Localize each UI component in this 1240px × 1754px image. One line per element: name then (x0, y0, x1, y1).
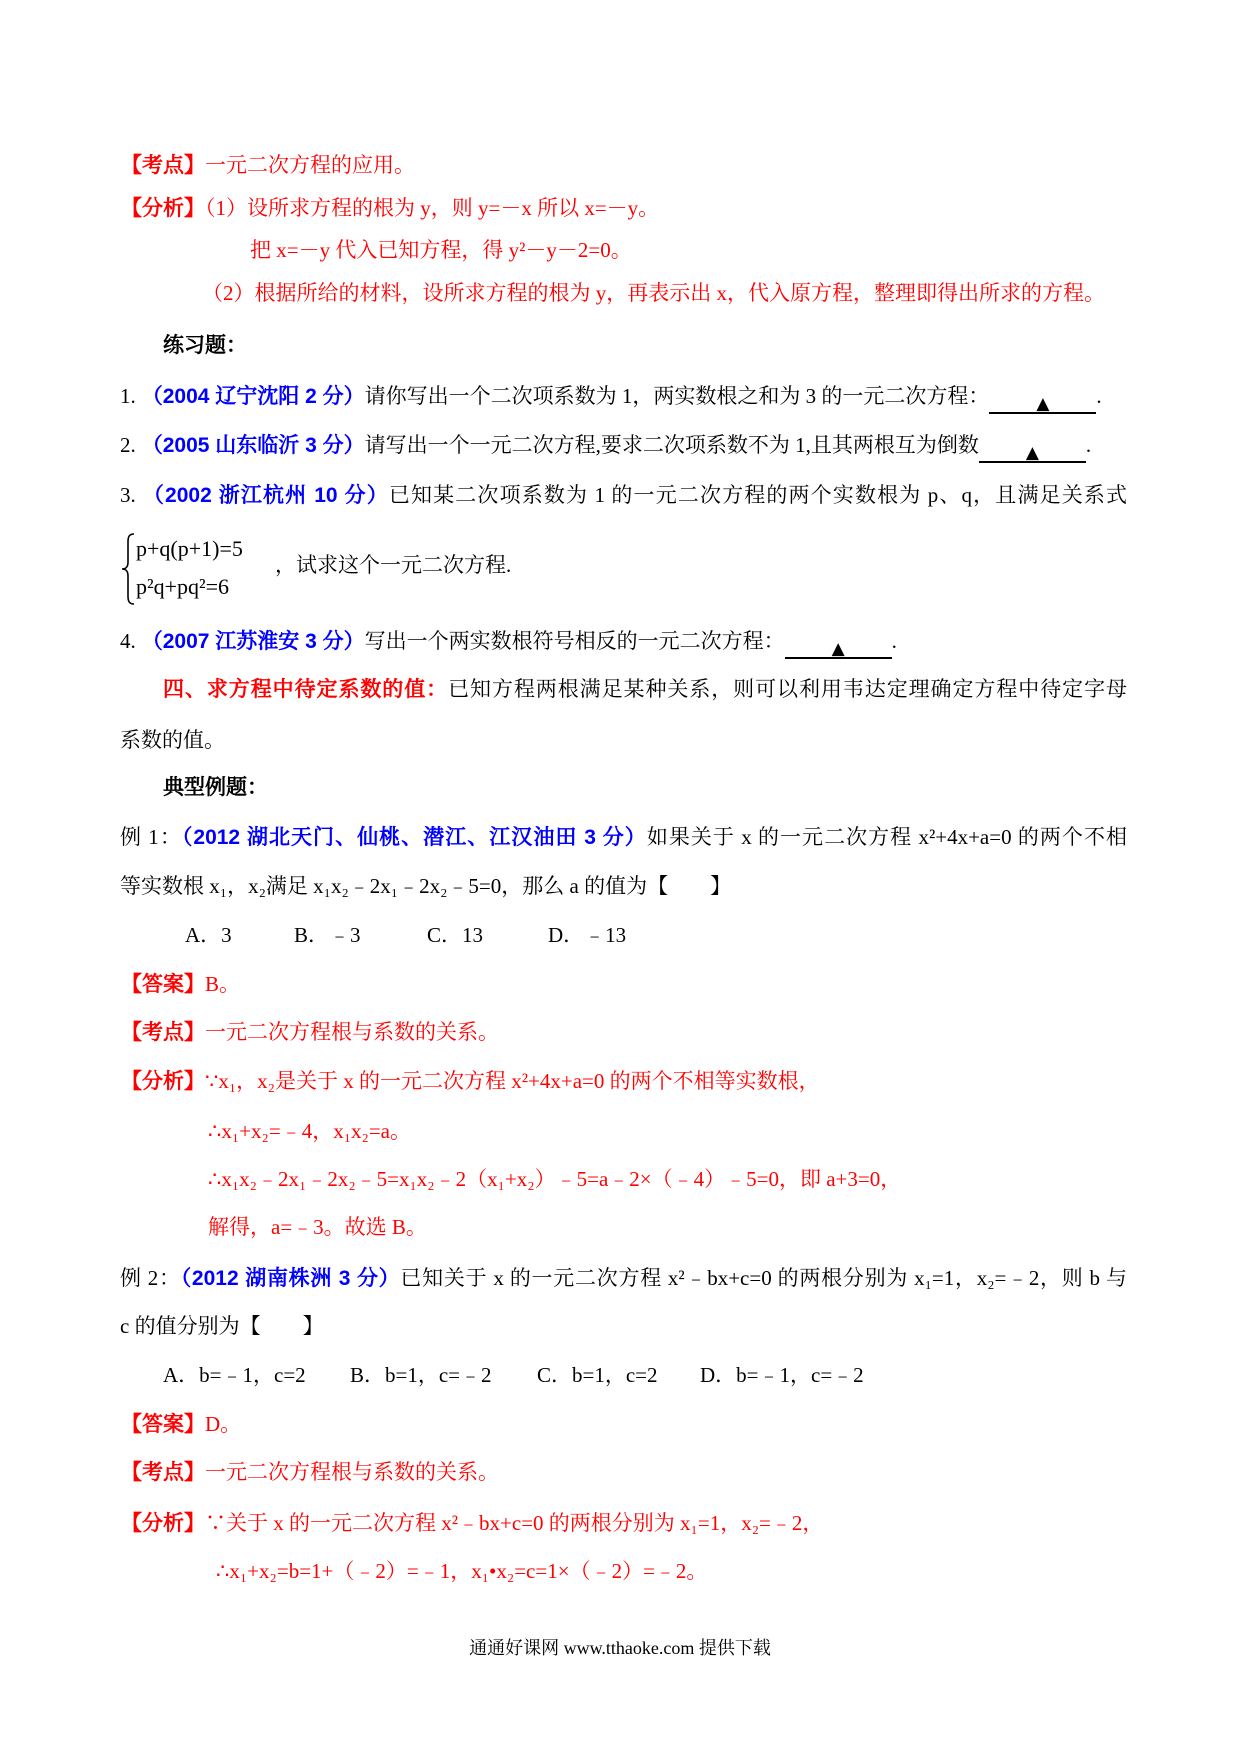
example1-answer-line (121, 969, 240, 999)
item-number: 1. (120, 384, 136, 408)
section4-line-2: 系数的值。 (120, 728, 225, 752)
triangle-marker: ▲ (1036, 394, 1050, 414)
kaodian-label: 【考点】 (121, 1020, 205, 1044)
item-number: 2. (120, 433, 136, 457)
answer-text: B。 (205, 972, 241, 996)
item-text: 请你写出一个二次项系数为 1，两实数根之和为 3 的一元二次方程： (364, 384, 990, 408)
triangle-marker: ▲ (1025, 443, 1039, 463)
item-text: 已知某二次项系数为 1 的一元二次方程的两个实数根为 p、q，且满足关系式 (388, 483, 1128, 507)
item-source: （2002 浙江杭州 10 分） (141, 484, 389, 507)
answer-blank (979, 436, 1086, 463)
system-left-brace (120, 532, 136, 606)
practice-item-3 (120, 480, 1127, 511)
triangle-marker: ▲ (831, 639, 845, 659)
example-source: （2012 湖南株洲 3 分） (180, 1267, 401, 1290)
example2-option-a: A．b=﹣1，c=2 (163, 1363, 306, 1387)
example-label: 例 2： (120, 1266, 181, 1290)
kaodian-text: 一元二次方程根与系数的关系。 (205, 1460, 499, 1484)
item-end-period: . (891, 629, 897, 653)
prev-kaodian-line (121, 150, 415, 180)
fenxi-label: 【分析】 (121, 1069, 205, 1093)
prev-fenxi-line-1 (121, 193, 659, 223)
section4-text: 已知方程两根满足某种关系，则可以利用韦达定理确定方程中待定字母 (448, 677, 1127, 701)
practice-item-1 (120, 381, 1102, 414)
item-number: 4. (120, 629, 136, 653)
example2-option-b: B．b=1，c=﹣2 (350, 1363, 492, 1387)
system-equation-2: p²q+pq²=6 (136, 574, 230, 599)
system-after-text: ，试求这个一元二次方程. (275, 553, 512, 577)
answer-blank (785, 632, 892, 659)
prev-fenxi-line-3: （2）根据所给的材料，设所求方程的根为 y，再表示出 x，代入原方程，整理即得出所求的方程。 (202, 281, 1105, 305)
example2-fenxi-line-2: ∴x₁+x₂=b=1+（﹣2）=﹣1，x₁•x₂=c=1×（﹣2）=﹣2。 (216, 1559, 708, 1583)
example2-question-line-2: c 的值分别为【 】 (120, 1314, 324, 1338)
item-end-period: . (1085, 433, 1092, 457)
example2-option-d: D．b=﹣1，c=﹣2 (700, 1363, 864, 1387)
examples-heading: 典型例题： (163, 775, 268, 799)
example1-fenxi-line-1 (121, 1066, 820, 1096)
fenxi-text: ∵x₁，x₂是关于 x 的一元二次方程 x²+4x+a=0 的两个不相等实数根， (205, 1069, 820, 1093)
kaodian-text: 一元二次方程的应用。 (205, 153, 415, 177)
section4-line-1 (163, 674, 1127, 704)
practice-item-4 (120, 626, 897, 659)
practice-heading: 练习题： (163, 333, 247, 357)
fenxi-label: 【分析】 (121, 196, 205, 220)
item-end-period: . (1096, 384, 1102, 408)
example1-kaodian-line (121, 1017, 499, 1047)
kaodian-label: 【考点】 (121, 153, 205, 177)
item-source: （2004 辽宁沈阳 2 分） (141, 385, 365, 408)
item-source: （2005 山东临沂 3 分） (141, 434, 365, 457)
fenxi-text: （1）设所求方程的根为 y，则 y=－x 所以 x=－y。 (205, 196, 660, 220)
example-question-text: 已知关于 x 的一元二次方程 x²﹣bx+c=0 的两根分别为 x₁=1，x₂=﹣2，则 b 与 (400, 1266, 1127, 1290)
example2-kaodian-line (121, 1457, 499, 1487)
item-text: 请写出一个一元二次方程,要求二次项系数不为 1,且其两根互为倒数 (364, 433, 979, 457)
fenxi-label: 【分析】 (121, 1511, 205, 1535)
kaodian-label: 【考点】 (121, 1460, 205, 1484)
example2-option-c: C．b=1，c=2 (537, 1363, 658, 1387)
kaodian-text: 一元二次方程根与系数的关系。 (205, 1020, 499, 1044)
item-number: 3. (120, 483, 136, 507)
fenxi-text: ∵关于 x 的一元二次方程 x²﹣bx+c=0 的两根分别为 x₁=1，x₂=﹣2， (205, 1511, 824, 1535)
example-question-text: 如果关于 x 的一元二次方程 x²+4x+a=0 的两个不相 (646, 825, 1127, 849)
example-label: 例 1： (120, 825, 182, 849)
section4-title: 四、求方程中待定系数的值： (163, 677, 449, 701)
example1-question-line-2: 等实数根 x₁，x₂满足 x₁x₂﹣2x₁﹣2x₂﹣5=0，那么 a 的值为【 】 (120, 874, 732, 898)
answer-label: 【答案】 (121, 972, 205, 996)
page-footer: 通通好课网 www.tthaoke.com 提供下载 (469, 1638, 771, 1658)
system-equation-1: p+q(p+1)=5 (136, 536, 243, 561)
example1-option-d: D．﹣13 (548, 923, 627, 947)
item-source: （2007 江苏淮安 3 分） (141, 630, 365, 653)
example1-question-line-1 (120, 822, 1127, 853)
example1-option-a: A．3 (185, 923, 232, 947)
example2-answer-line (121, 1409, 241, 1439)
answer-text: D。 (205, 1412, 242, 1436)
prev-fenxi-line-2: 把 x=－y 代入已知方程，得 y²－y－2=0。 (250, 238, 632, 262)
example1-fenxi-line-4: 解得，a=﹣3。故选 B。 (208, 1215, 427, 1239)
answer-label: 【答案】 (121, 1412, 205, 1436)
example2-question-line-1 (120, 1263, 1127, 1294)
example2-fenxi-line-1 (121, 1508, 823, 1538)
example1-option-b: B．﹣3 (294, 923, 361, 947)
item-text: 写出一个两实数根符号相反的一元二次方程： (364, 629, 785, 653)
example1-option-c: C．13 (427, 923, 484, 947)
practice-item-2 (120, 430, 1091, 463)
example1-fenxi-line-3: ∴x₁x₂﹣2x₁﹣2x₂﹣5=x₁x₂﹣2（x₁+x₂）﹣5=a﹣2×（﹣4）﹣5=0，即 a+3=0， (208, 1167, 902, 1191)
answer-blank (989, 387, 1096, 414)
example1-fenxi-line-2: ∴x₁+x₂=﹣4，x₁x₂=a。 (208, 1119, 411, 1143)
example-source: （2012 湖北天门、仙桃、潜江、江汉油田 3 分） (181, 826, 647, 849)
